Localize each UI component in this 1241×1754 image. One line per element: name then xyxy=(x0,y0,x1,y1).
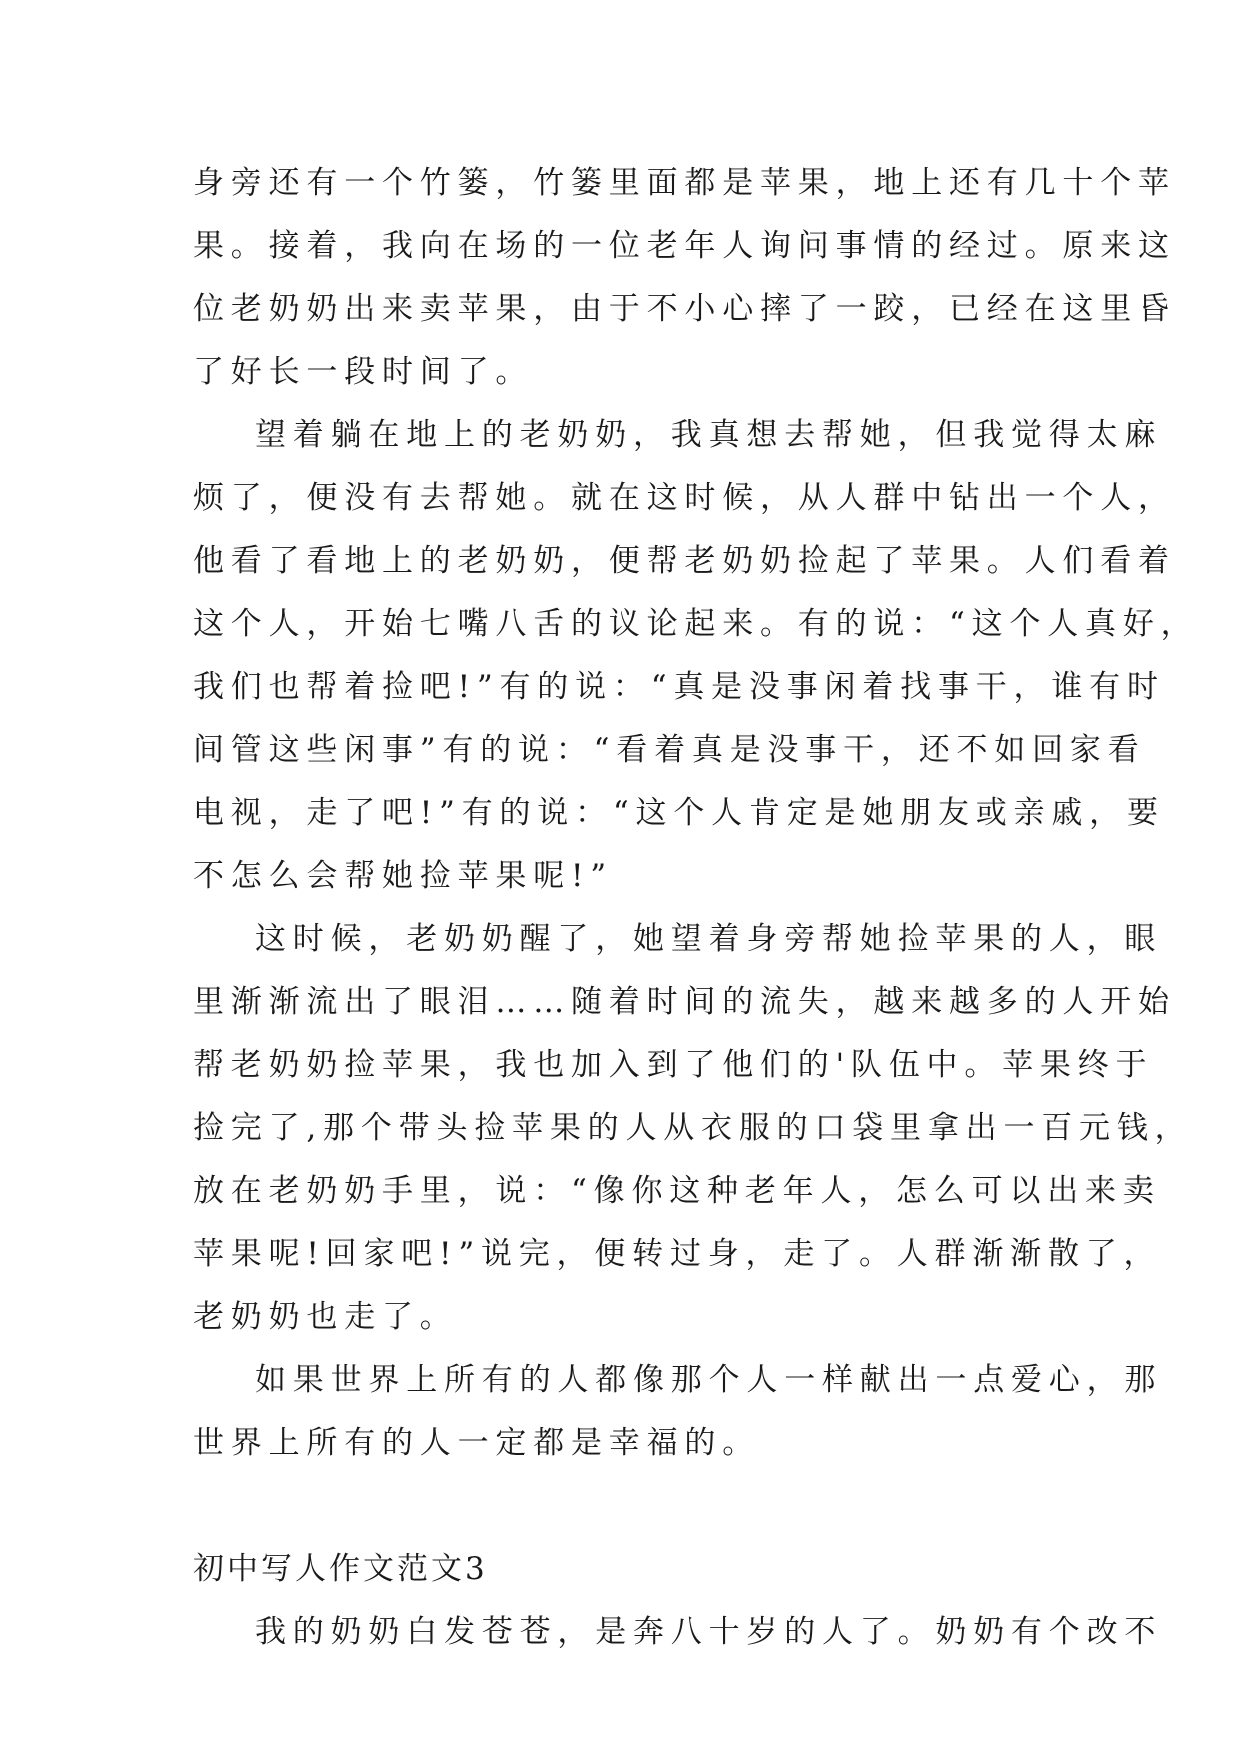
text-line: 苹果呢!回家吧!”说完，便转过身，走了。人群渐渐散了， xyxy=(193,1236,1162,1272)
text-line: 电视，走了吧!”有的说：“这个人肯定是她朋友或亲戚，要 xyxy=(193,795,1165,831)
text-line: 帮老奶奶捡苹果，我也加入到了他们的'队伍中。苹果终于 xyxy=(193,1047,1154,1083)
paragraph-2 xyxy=(193,404,1199,908)
text-line: 老奶奶也走了。 xyxy=(193,1299,458,1335)
text-line: 了好长一段时间了。 xyxy=(193,354,534,390)
text-line: 如果世界上所有的人都像那个人一样献出一点爱心，那 xyxy=(255,1362,1163,1398)
text-line: 果。接着，我向在场的一位老年人询问事情的经过。原来这 xyxy=(193,228,1176,264)
text-line: 这时候，老奶奶醒了，她望着身旁帮她捡苹果的人，眼 xyxy=(255,921,1163,957)
text-line: 放在老奶奶手里，说：“像你这种老年人，怎么可以出来卖 xyxy=(193,1173,1161,1209)
text-line: 身旁还有一个竹篓，竹篓里面都是苹果，地上还有几十个苹 xyxy=(193,165,1176,201)
text-line: 不怎么会帮她捡苹果呢!” xyxy=(193,858,613,894)
text-line: 捡完了,那个带头捡苹果的人从衣服的口袋里拿出一百元钱， xyxy=(193,1110,1193,1146)
blank-line xyxy=(193,1475,1068,1538)
text-line: 位老奶奶出来卖苹果，由于不小心摔了一跤，已经在这里昏 xyxy=(193,291,1176,327)
document-page xyxy=(193,152,1199,1664)
text-line: 望着躺在地上的老奶奶，我真想去帮她，但我觉得太麻 xyxy=(255,417,1163,453)
paragraph-4 xyxy=(193,1349,1163,1475)
text-line: 他看了看地上的老奶奶，便帮老奶奶捡起了苹果。人们看着 xyxy=(193,543,1176,579)
paragraph-1 xyxy=(193,152,1176,404)
text-line: 我的奶奶白发苍苍，是奔八十岁的人了。奶奶有个改不 xyxy=(255,1614,1163,1650)
paragraph-3 xyxy=(193,908,1193,1349)
text-line: 这个人，开始七嘴八舌的议论起来。有的说：“这个人真好， xyxy=(193,606,1199,642)
section-title: 初中写人作文范文3 xyxy=(193,1551,488,1587)
text-line: 世界上所有的人一定都是幸福的。 xyxy=(193,1425,760,1461)
text-line: 间管这些闲事”有的说：“看着真是没事干，还不如回家看 xyxy=(193,732,1146,768)
text-line: 烦了，便没有去帮她。就在这时候，从人群中钻出一个人， xyxy=(193,480,1176,516)
text-line: 里渐渐流出了眼泪……随着时间的流失，越来越多的人开始 xyxy=(193,984,1176,1020)
text-line: 我们也帮着捡吧!”有的说：“真是没事闲着找事干，谁有时 xyxy=(193,669,1165,705)
